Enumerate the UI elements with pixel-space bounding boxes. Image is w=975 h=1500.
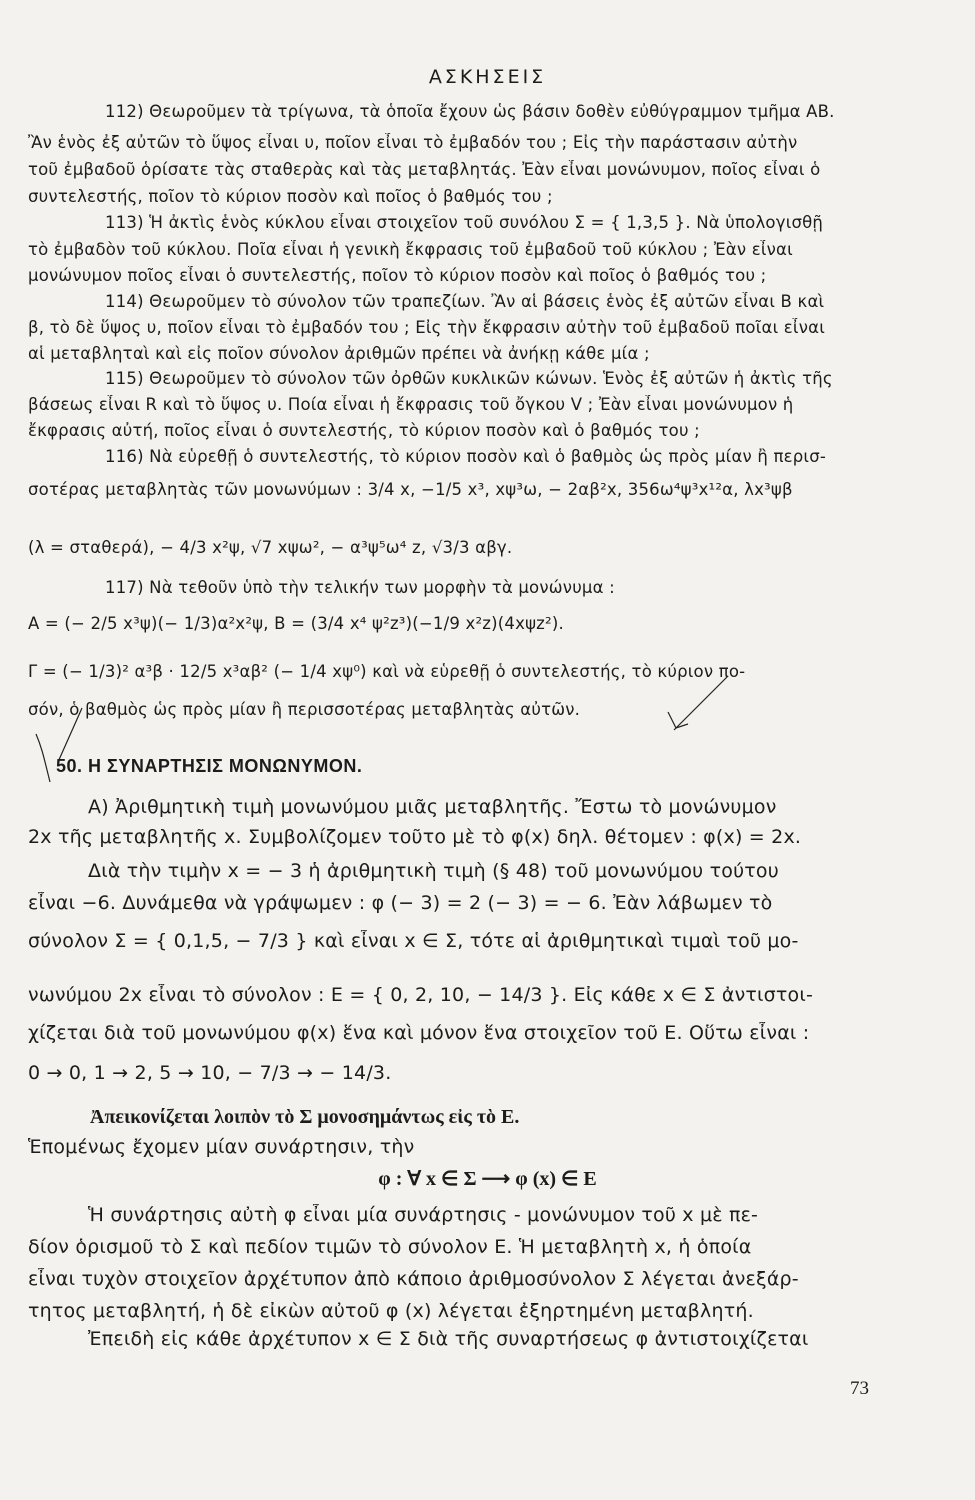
exercise-line: 114) Θεωροῦμεν τὸ σύνολον τῶν τραπεζίων. Ἂν αἱ βάσεις ἑνὸς ἐξ αὐτῶν εἶναι Β καὶ [105, 292, 825, 311]
exercise-line: 116) Νὰ εὑρεθῇ ὁ συντελεστής, τὸ κύριον ποσὸν καὶ ὁ βαθμὸς ὡς πρὸς μίαν ἢ περισ- [105, 447, 827, 466]
exercise-line: 112) Θεωροῦμεν τὰ τρίγωνα, τὰ ὁποῖα ἔχουν ὡς βάσιν δοθὲν εὐθύγραμμον τμῆμα ΑΒ. [105, 102, 835, 121]
exercise-line: 117) Νὰ τεθοῦν ὑπὸ τὴν τελικήν των μορφὴν τὰ μονώνυμα : [105, 578, 615, 597]
body-line: Α) Ἀριθμητικὴ τιμὴ μονωνύμου μιᾶς μεταβλητῆς. Ἔστω τὸ μονώνυμον [88, 796, 777, 818]
exercise-line: τὸ ἐμβαδὸν τοῦ κύκλου. Ποῖα εἶναι ἡ γενικὴ ἔκφρασις τοῦ ἐμβαδοῦ τοῦ κύκλου ; Ἐὰν εἶναι [28, 240, 793, 259]
body-line: εἶναι −6. Δυνάμεθα νὰ γράψωμεν : φ (− 3) = 2 (− 3) = − 6. Ἐὰν λάβωμεν τὸ [28, 892, 773, 914]
body-formula-line: νωνύμου 2x εἶναι τὸ σύνολον : Ε = { 0, 2, 10, − 14/3 }. Εἰς κάθε x ∈ Σ ἀντιστοι- [28, 984, 814, 1006]
body-bold-line: Ἀπεικονίζεται λοιπὸν τὸ Σ μονοσημάντως εἰς τὸ Ε. [90, 1106, 520, 1128]
exercise-formula-line: (λ = σταθερά), − 4/3 x²ψ, √7 xψω², − α³ψ⁵ω⁴ z, √3/3 αβγ. [28, 538, 513, 557]
exercise-line: αἱ μεταβληταὶ καὶ εἰς ποῖον σύνολον ἀριθμῶν πρέπει νὰ ἀνήκῃ κάθε μία ; [28, 344, 650, 363]
exercise-line: σόν, ὁ βαθμὸς ὡς πρὸς μίαν ἢ περισσοτέρας μεταβλητὰς αὐτῶν. [28, 700, 581, 719]
body-line: Ἡ συνάρτησις αὐτὴ φ εἶναι μία συνάρτησις - μονώνυμον τοῦ x μὲ πε- [88, 1204, 759, 1226]
exercise-line: β, τὸ δὲ ὕψος υ, ποῖον εἶναι τὸ ἐμβαδόν του ; Εἰς τὴν ἔκφρασιν αὐτὴν τοῦ ἐμβαδοῦ ποῖαι εἶναι [28, 318, 825, 337]
body-formula-line: 0 → 0, 1 → 2, 5 → 10, − 7/3 → − 14/3. [28, 1062, 392, 1084]
exercise-formula-line: Α = (− 2/5 x³ψ)(− 1/3)α²x²ψ, Β = (3/4 x⁴ ψ²z³)(−1/9 x²z)(4xψz²). [28, 614, 564, 633]
exercise-line: βάσεως εἶναι R καὶ τὸ ὕψος υ. Ποία εἶναι ἡ ἔκφρασις τοῦ ὄγκου V ; Ἐὰν εἶναι μονώνυμον ἡ [28, 395, 794, 414]
body-line: 2x τῆς μεταβλητῆς x. Συμβολίζομεν τοῦτο μὲ τὸ φ(x) δηλ. θέτομεν : φ(x) = 2x. [28, 826, 802, 848]
body-line: δίον ὁρισμοῦ τὸ Σ καὶ πεδίον τιμῶν τὸ σύνολον Ε. Ἡ μεταβλητὴ x, ἡ ὁποία [28, 1236, 752, 1258]
exercise-line: συντελεστής, ποῖον τὸ κύριον ποσὸν καὶ ποῖος ὁ βαθμός του ; [28, 187, 553, 206]
exercise-line: ἔκφρασις αὐτή, ποῖος εἶναι ὁ συντελεστής, τὸ κύριον ποσὸν καὶ ὁ βαθμός του ; [28, 421, 700, 440]
body-line: εἶναι τυχὸν στοιχεῖον ἀρχέτυπον ἀπὸ κάποιο ἀριθμοσύνολον Σ λέγεται ἀνεξάρ- [28, 1268, 799, 1290]
exercise-line: μονώνυμον ποῖος εἶναι ὁ συντελεστής, ποῖον τὸ κύριον ποσὸν καὶ ποῖος ὁ βαθμός του ; [28, 266, 767, 285]
body-line: Ἑπομένως ἔχομεν μίαν συνάρτησιν, τὴν [28, 1136, 415, 1158]
body-line: Ἐπειδὴ εἰς κάθε ἀρχέτυπον x ∈ Σ διὰ τῆς συναρτήσεως φ ἀντιστοιχίζεται [88, 1328, 809, 1350]
exercise-line: τοῦ ἐμβαδοῦ ὁρίσατε τὰς σταθερὰς καὶ τὰς μεταβλητάς. Ἐὰν εἶναι μονώνυμον, ποῖος εἶναι ὁ [28, 160, 821, 179]
section-title: 50. Η ΣΥΝΑΡΤΗΣΙΣ ΜΟΝΩΝΥΜΟΝ. [56, 756, 363, 776]
exercise-line: Ἂν ἑνὸς ἐξ αὐτῶν τὸ ὕψος εἶναι υ, ποῖον εἶναι τὸ ἐμβαδόν του ; Εἰς τὴν παράστασιν αὐτὴν [28, 133, 798, 152]
pencil-annotation-marks [28, 672, 888, 802]
page-heading: ΑΣΚΗΣΕΙΣ [428, 66, 547, 88]
exercise-line: 115) Θεωροῦμεν τὸ σύνολον τῶν ὀρθῶν κυκλικῶν κώνων. Ἑνὸς ἐξ αὐτῶν ἡ ἀκτὶς τῆς [105, 369, 833, 388]
page-number: 73 [850, 1378, 869, 1399]
body-formula-line: σύνολον Σ = { 0,1,5, − 7/3 } καὶ εἶναι x ∈ Σ, τότε αἱ ἀριθμητικαὶ τιμαὶ τοῦ μο- [28, 930, 799, 952]
function-formula: φ : ∀ x ∈ Σ ⟶ φ (x) ∈ Ε [378, 1168, 597, 1190]
exercise-formula-line: σοτέρας μεταβλητὰς τῶν μονωνύμων : 3/4 x, −1/5 x³, xψ³ω, − 2αβ²x, 356ω⁴ψ³x¹²α, λx³ψβ [28, 480, 793, 499]
body-line: τητος μεταβλητή, ἡ δὲ εἰκὼν αὐτοῦ φ (x) λέγεται ἐξηρτημένη μεταβλητή. [28, 1300, 754, 1322]
exercise-formula-line: Γ = (− 1/3)² α³β · 12/5 x³αβ² (− 1/4 xψ⁰) καὶ νὰ εὑρεθῇ ὁ συντελεστής, τὸ κύριον πο- [28, 662, 746, 681]
body-line: Διὰ τὴν τιμὴν x = − 3 ἡ ἀριθμητικὴ τιμὴ (§ 48) τοῦ μονωνύμου τούτου [88, 860, 779, 882]
body-line: χίζεται διὰ τοῦ μονωνύμου φ(x) ἕνα καὶ μόνον ἕνα στοιχεῖον τοῦ Ε. Οὕτω εἶναι : [28, 1022, 810, 1044]
exercise-line: 113) Ἡ ἀκτὶς ἑνὸς κύκλου εἶναι στοιχεῖον τοῦ συνόλου Σ = { 1,3,5 }. Νὰ ὑπολογισθῇ [105, 213, 824, 232]
